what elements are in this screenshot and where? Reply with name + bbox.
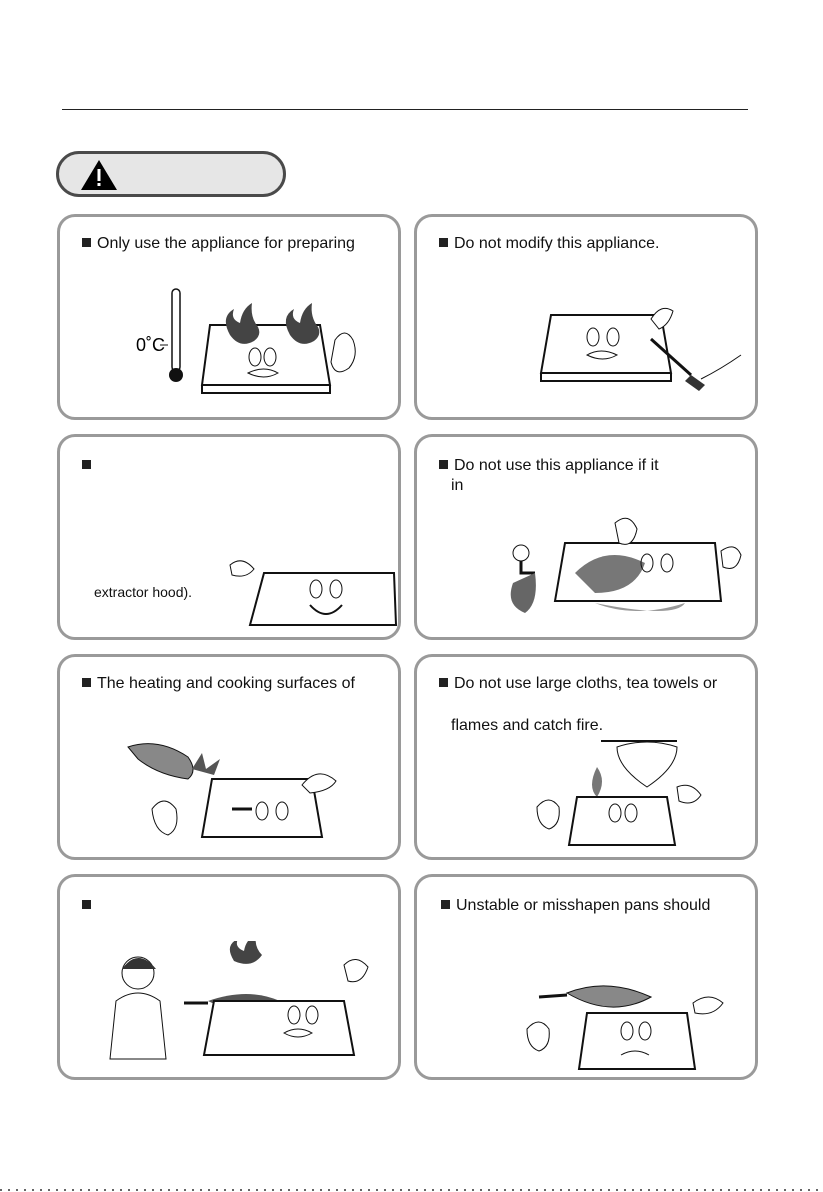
panel-text-line: Only use the appliance for preparing xyxy=(97,235,355,252)
panel-unstable-pans xyxy=(414,874,758,1080)
cooktop-hand-burn-illustration xyxy=(122,729,362,849)
cooktop-water-illustration xyxy=(495,513,755,623)
cooktop-unstable-pan-illustration xyxy=(517,973,747,1073)
panel-food-only xyxy=(57,214,401,420)
woman-phone-pan-fire-illustration xyxy=(104,941,394,1061)
bullet-icon xyxy=(82,460,91,469)
panel-extractor-hood xyxy=(57,434,401,640)
panel-text-line: flames and catch fire. xyxy=(451,717,604,734)
thermometer-label: 0˚C xyxy=(136,335,166,355)
bullet-icon xyxy=(439,460,448,469)
panel-text-line: Do not use this appliance if it xyxy=(454,457,659,474)
bullet-icon xyxy=(82,900,91,909)
panel-text-line: extractor hood). xyxy=(94,584,193,600)
panel-text-line: in xyxy=(451,477,464,494)
cooktop-flames-illustration xyxy=(130,285,380,405)
bullet-icon xyxy=(82,238,91,247)
bullet-icon xyxy=(439,238,448,247)
cooktop-cloth-illustration xyxy=(517,737,737,847)
panel-text-line: Do not use large cloths, tea towels or xyxy=(454,675,718,692)
panel-unattended xyxy=(57,874,401,1080)
panel-no-modify xyxy=(414,214,758,420)
bullet-icon xyxy=(441,900,450,909)
panel-text-line: The heating and cooking surfaces of xyxy=(97,675,355,692)
panel-hot-surfaces xyxy=(57,654,401,860)
header-rule xyxy=(62,109,748,110)
cooktop-happy-illustration xyxy=(220,555,400,639)
panel-water-damage xyxy=(414,434,758,640)
panel-cloths-fire xyxy=(414,654,758,860)
warning-triangle-icon xyxy=(79,158,119,192)
cooktop-screwdriver-illustration xyxy=(521,289,751,399)
bullet-icon xyxy=(82,678,91,687)
bullet-icon xyxy=(439,678,448,687)
warning-banner xyxy=(56,151,286,197)
page-edge-dots xyxy=(0,1189,823,1191)
panel-text-line: Unstable or misshapen pans should xyxy=(456,897,711,914)
panel-text-line: Do not modify this appliance. xyxy=(454,235,660,252)
